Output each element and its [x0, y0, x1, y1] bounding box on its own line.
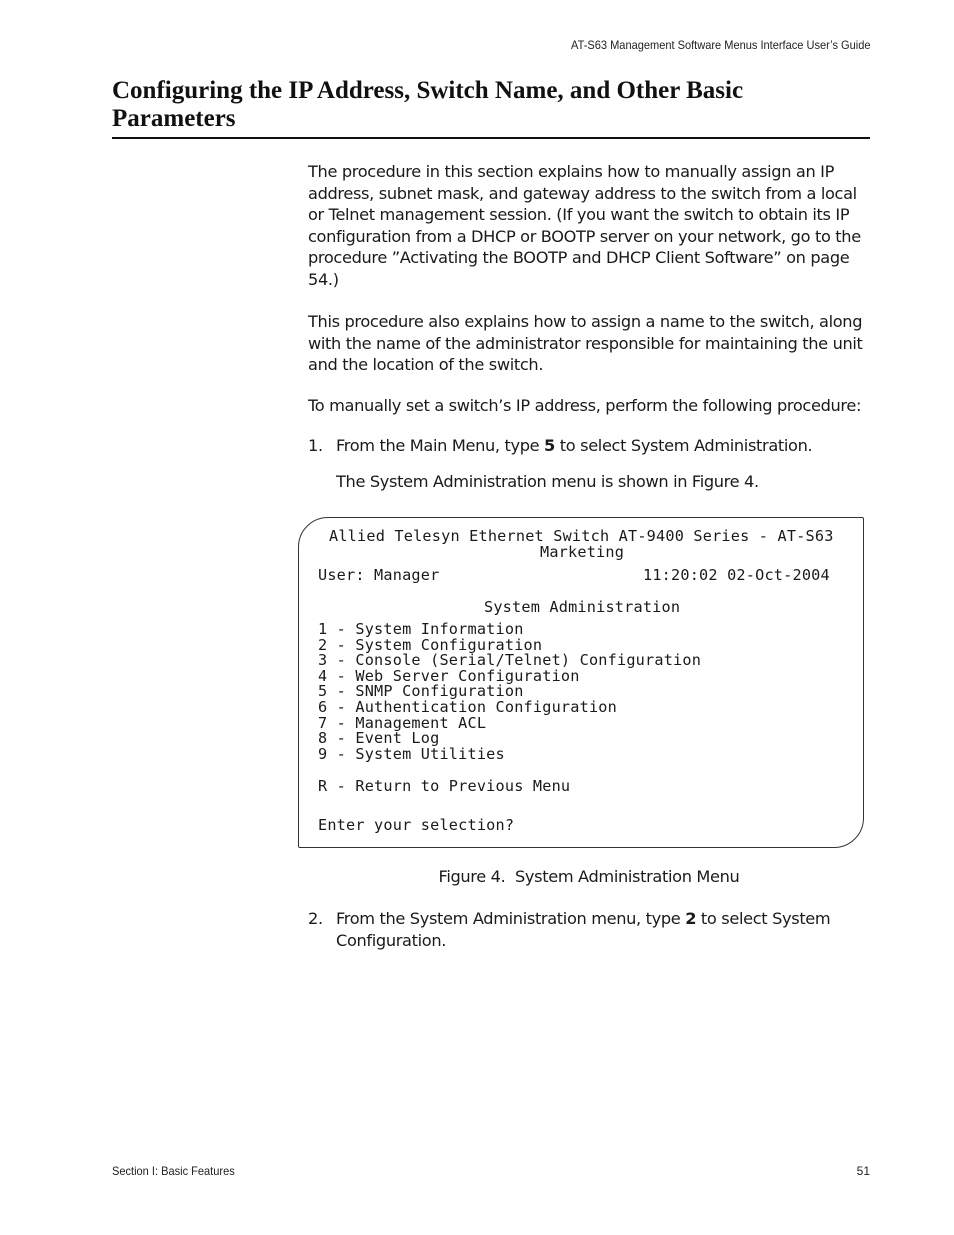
third-paragraph: [308, 395, 870, 417]
section-title: Configuring the IP Address, Switch Name, and Other Basic Parameters: [112, 77, 744, 132]
screen-banner-line-2: Marketing: [540, 543, 625, 561]
screen-user: User: Manager: [318, 566, 440, 584]
menu-item: 2 - System Configuration: [318, 635, 543, 654]
paragraph-3: To manually set a switch’s IP address, perform the following procedure:: [308, 396, 862, 415]
menu-item: 6 - Authentication Configuration: [318, 697, 617, 716]
key-5: 5: [544, 436, 555, 455]
running-header: AT-S63 Management Software Menus Interface User’s Guide: [570, 38, 870, 52]
menu-item: 9 - System Utilities: [318, 744, 505, 763]
menu-return-item: R - Return to Previous Menu: [318, 777, 571, 795]
screen-menu-list: [318, 622, 701, 762]
screen-prompt: Enter your selection?: [318, 816, 515, 834]
menu-item: 8 - Event Log: [318, 729, 440, 748]
screen-menu-title: System Administration: [484, 598, 681, 616]
screen-banner-line-1: Allied Telesyn Ethernet Switch AT-9400 Series - AT-S63: [329, 527, 834, 545]
page-number: 51: [856, 1164, 870, 1178]
paragraph-1: The procedure in this section explains how to manually assign an IP address, subnet mask, and gateway address to the switch from a local or Telnet management session. (If you want the switch to obtain its IP configuration from a DHCP or BOOTP server on your network, go to the procedure ”Activating the BOOTP and DHCP Client Software” on page 54.): [308, 162, 861, 289]
figure-caption: Figure 4. System Administration Menu: [438, 867, 740, 886]
step-number: 1.: [308, 436, 323, 455]
menu-item: 3 - Console (Serial/Telnet) Configuration: [318, 651, 702, 670]
step-text: From the Main Menu, type 5 to select System Administration.: [336, 436, 813, 455]
menu-item: 4 - Web Server Configuration: [318, 666, 580, 685]
step-number: 2.: [308, 909, 323, 928]
intro-paragraph: [308, 161, 870, 291]
menu-item: 5 - SNMP Configuration: [318, 682, 524, 701]
key-2: 2: [685, 909, 697, 928]
step-text: From the System Administration menu, type 2 to select System Configuration.: [336, 909, 831, 950]
step-note: The System Administration menu is shown in Figure 4.: [336, 472, 759, 491]
footer-section: Section I: Basic Features: [112, 1164, 235, 1178]
second-paragraph: [308, 311, 870, 376]
title-rule: [112, 137, 870, 139]
menu-item: 1 - System Information: [318, 620, 524, 638]
paragraph-2: This procedure also explains how to assign a name to the switch, along with the name of the administrator responsible for maintaining the unit and the location of the switch.: [308, 312, 863, 375]
screen-timestamp: 11:20:02 02-Oct-2004: [643, 566, 830, 584]
menu-item: 7 - Management ACL: [318, 713, 487, 732]
